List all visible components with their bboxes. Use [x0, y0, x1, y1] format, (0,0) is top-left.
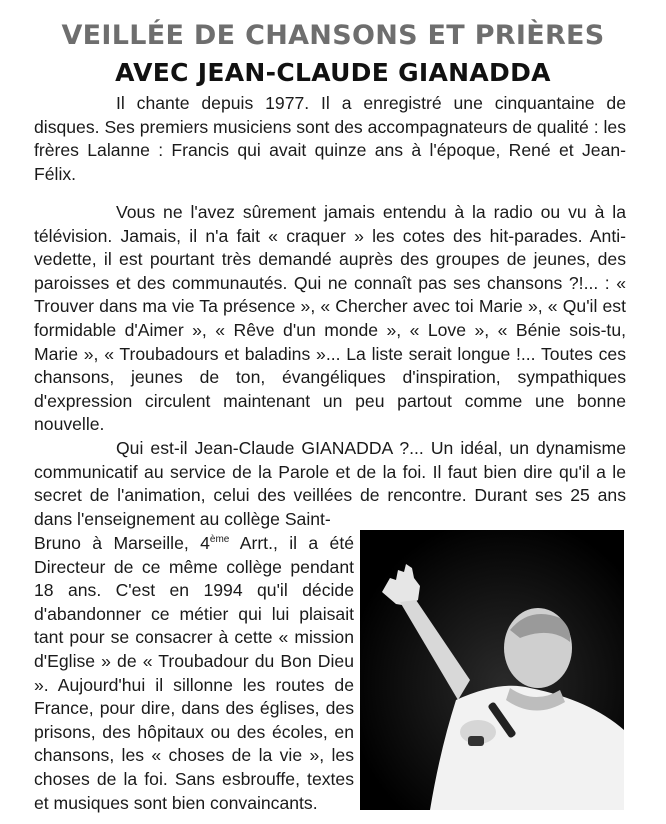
- singer-photo: [360, 530, 624, 810]
- paragraph-4-start: Bruno à Marseille, 4: [34, 533, 210, 553]
- paragraph-4: [34, 532, 354, 815]
- ordinal-superscript: ème: [209, 534, 230, 546]
- singer-silhouette: [360, 530, 624, 810]
- paragraph-2: Vous ne l'avez sûrement jamais entendu à la radio ou vu à la télévision. Jamais, il n'a fait « craquer » les cotes des hit-parades. Anti-vedette, il est pourtant très demandé auprès des groupes de jeunes, des paroisses et des communautés. Qui ne connaît pas ses chansons ?!... : « Trouver dans ma vie Ta présence », « Chercher avec toi Marie », « Qu'il est formidable d'Aimer », « Rêve d'un monde », « Love », « Bénie sois-tu, Marie », « Troubadours et baladins »... La liste serait longue !... Toutes ces chansons, jeunes de ton, évangéliques d'inspiration, sympathiques d'expression circulent maintenant un peu partout comme une bonne nouvelle.: [34, 202, 626, 435]
- page-subtitle: AVEC JEAN-CLAUDE GIANADDA: [115, 58, 551, 87]
- paragraph-4-rest: Arrt., il a été Directeur de ce même collège pendant 18 ans. C'est en 1994 qu'il décide d'abandonner ce métier qui lui plaisait tant pour se consacrer à cette « mission d'Eglise » de « Troubadour du Bon Dieu ». Aujourd'hui il sillonne les routes de France, pour dire, dans des églises, des prisons, des hôpitaux ou des écoles, en chansons, les « choses de la vie », les choses de la foi. Sans esbrouffe, textes et musiques sont bien convaincants.: [34, 533, 354, 813]
- paragraph-3: Qui est-il Jean-Claude GIANADDA ?... Un idéal, un dynamisme communicatif au service de la Parole et de la foi. Il faut bien dire qu'il a le secret de l'animation, celui des veillées de rencontre. Durant ses 25 ans dans l'enseignement au collège Saint-: [34, 438, 626, 529]
- paragraph-1: Il chante depuis 1977. Il a enregistré une cinquantaine de disques. Ses premiers musiciens sont des accompagnateurs de qualité : les frères Lalanne : Francis qui avait quinze ans à l'époque, René et Jean-Félix.: [34, 93, 626, 184]
- page-title: VEILLÉE DE CHANSONS ET PRIÈRES: [61, 20, 605, 51]
